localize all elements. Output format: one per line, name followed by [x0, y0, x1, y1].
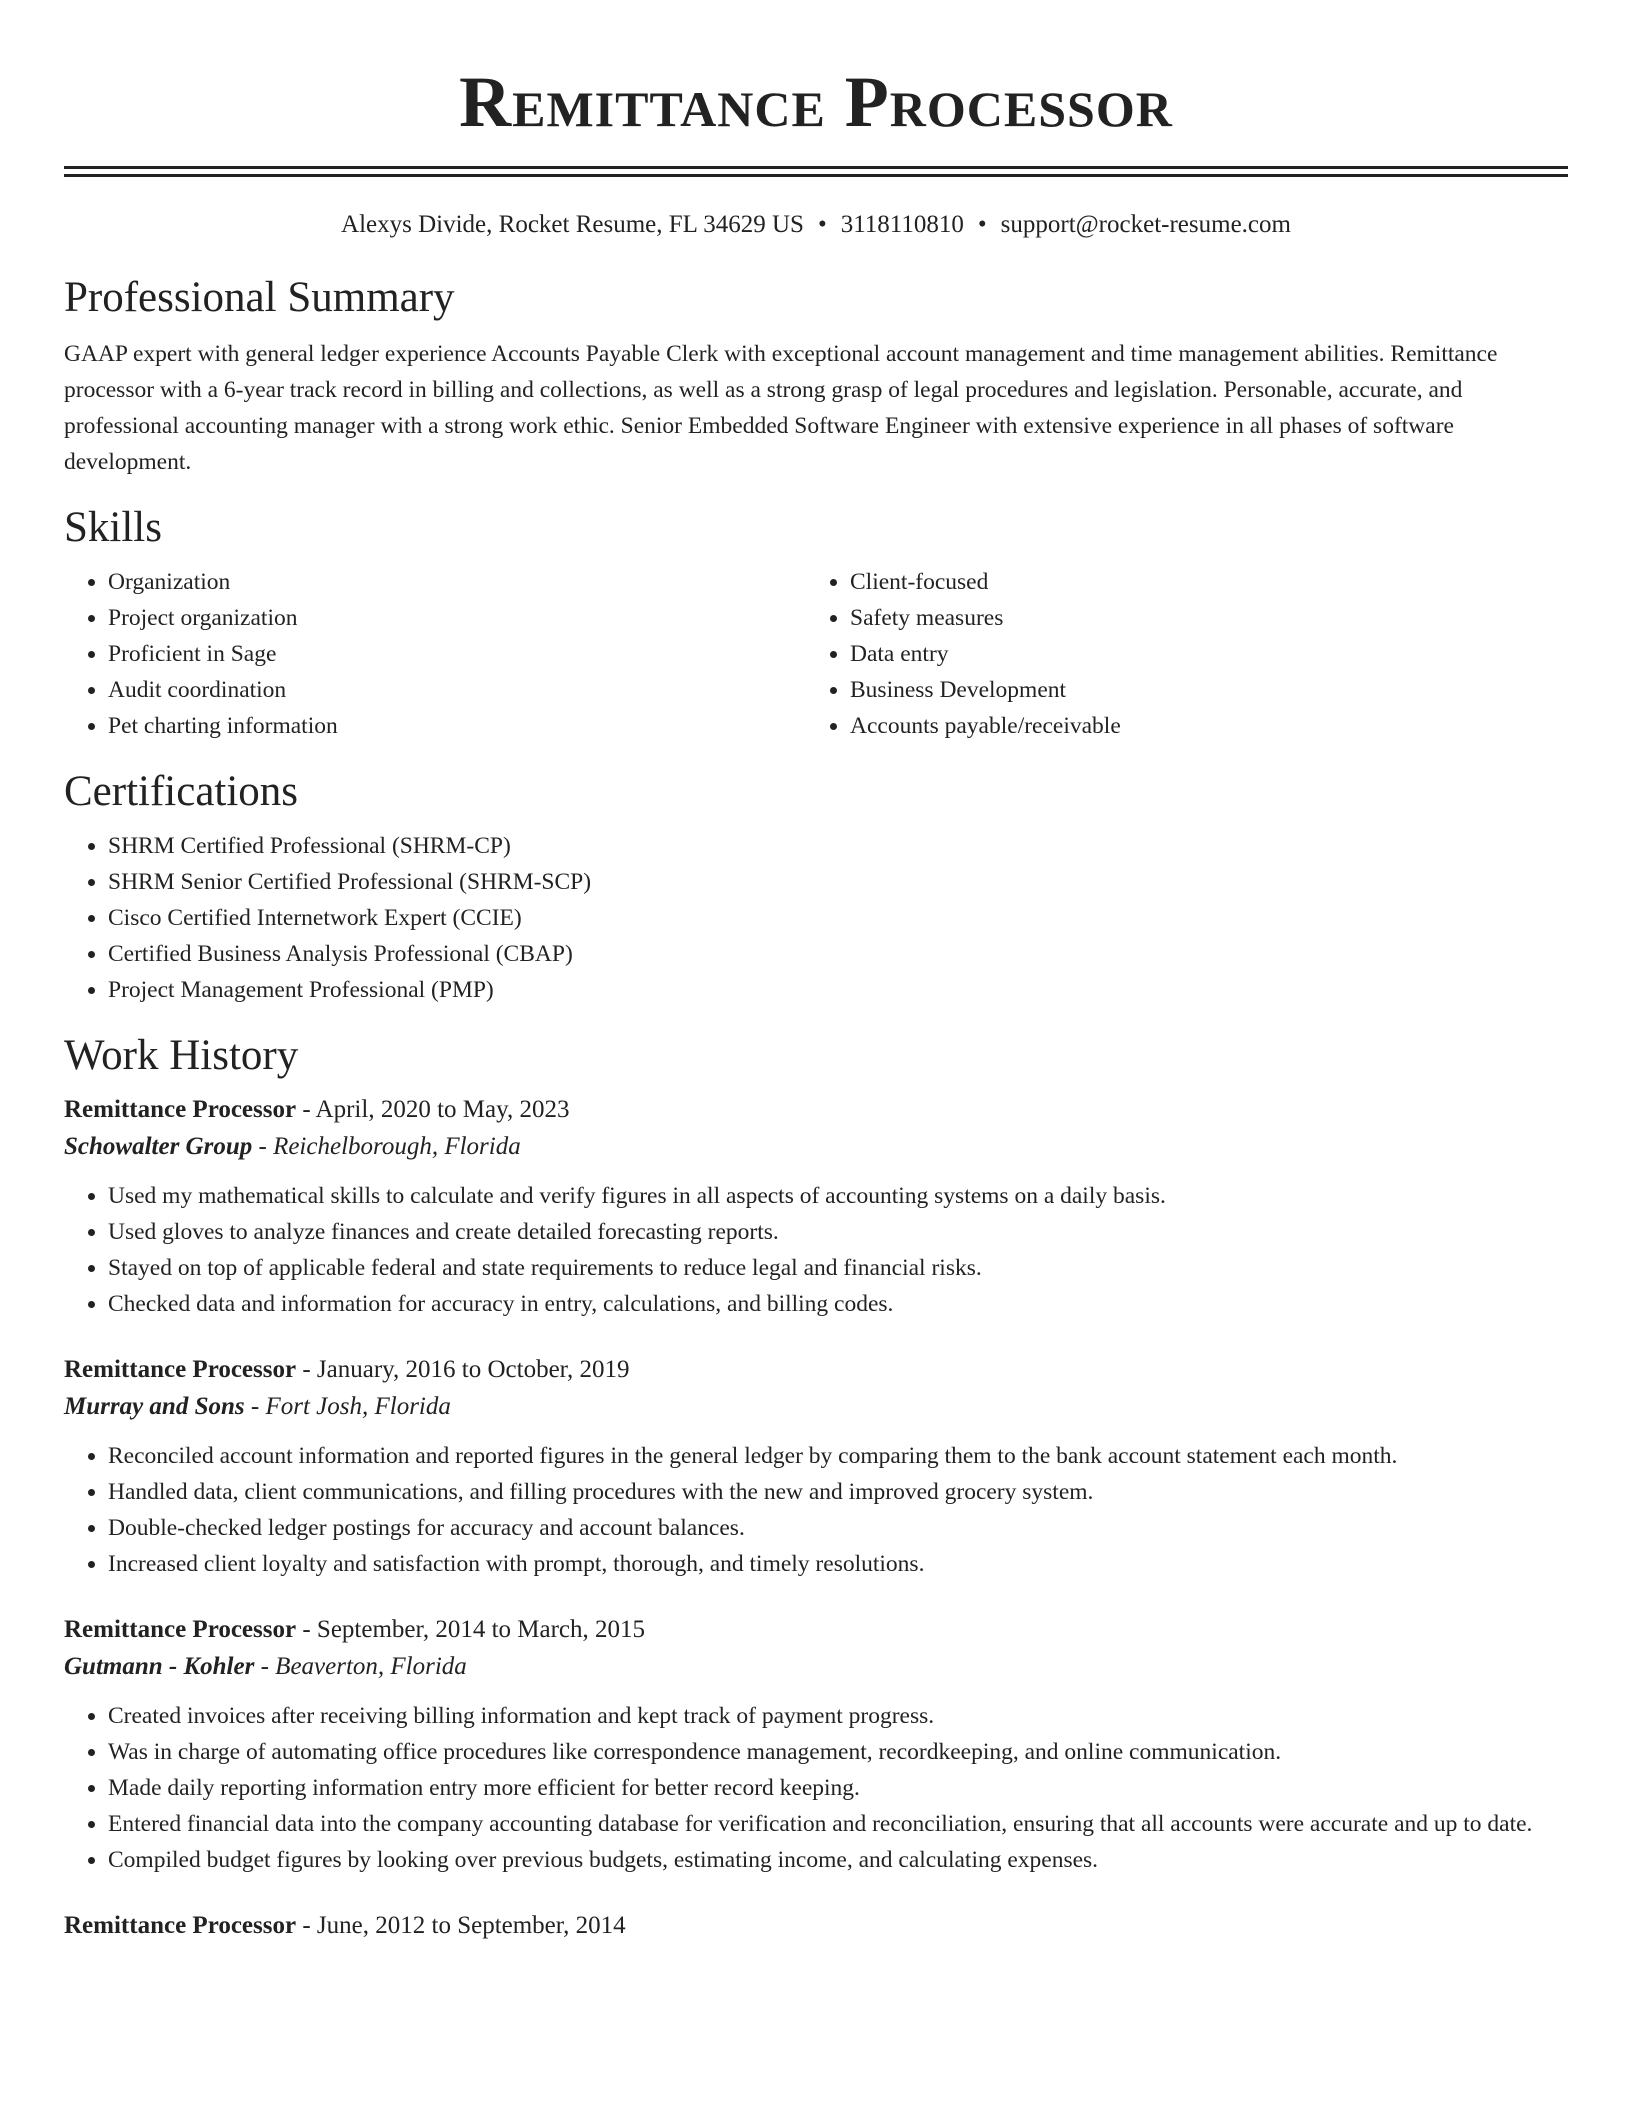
job-bullet: • Increased client loyalty and satisfaction with prompt, thorough, and timely resolutions. — [108, 1546, 1568, 1582]
job-company-line: Gutmann - Kohler - Beaverton, Florida — [64, 1653, 467, 1680]
job-bullet: • Was in charge of automating office procedures like correspondence management, recordkeeping, and online communication. — [108, 1734, 1568, 1770]
job-bullet: • Compiled budget figures by looking over previous budgets, estimating income, and calculating expenses. — [108, 1842, 1568, 1878]
job-bullet: • Created invoices after receiving billing information and kept track of payment progress. — [108, 1698, 1568, 1734]
job-bullet: • Used my mathematical skills to calculate and verify figures in all aspects of accounting systems on a daily basis. — [108, 1178, 1568, 1214]
job-bullet: • Checked data and information for accuracy in entry, calculations, and billing codes. — [108, 1286, 1568, 1322]
job-bullet: • Stayed on top of applicable federal and state requirements to reduce legal and financial risks. — [108, 1250, 1568, 1286]
job-entry — [64, 1908, 1568, 1944]
job-title: Remittance Processor — [64, 1096, 297, 1123]
skill-item: • Pet charting information — [108, 708, 806, 744]
job-entry — [64, 1612, 1568, 1878]
skill-item: • Proficient in Sage — [108, 636, 806, 672]
skills-heading: Skills — [64, 504, 162, 551]
contact-separator: • — [817, 211, 827, 238]
certification-item: • Cisco Certified Internetwork Expert (CCIE) — [108, 900, 1568, 936]
contact-separator: • — [977, 211, 987, 238]
skill-item: • Project organization — [108, 600, 806, 636]
job-title: Remittance Processor — [64, 1356, 297, 1383]
certification-item: • Certified Business Analysis Professional (CBAP) — [108, 936, 1568, 972]
certifications-list — [64, 828, 1568, 1008]
certification-item: • SHRM Certified Professional (SHRM-CP) — [108, 828, 1568, 864]
title-divider-top — [64, 166, 1568, 169]
certification-item: • SHRM Senior Certified Professional (SHRM-SCP) — [108, 864, 1568, 900]
job-location: Reichelborough, Florida — [273, 1133, 521, 1160]
job-bullet: • Double-checked ledger postings for accuracy and account balances. — [108, 1510, 1568, 1546]
contact-email: support@rocket-resume.com — [1000, 211, 1291, 238]
job-company: Gutmann - Kohler — [64, 1653, 255, 1680]
contact-line — [64, 210, 1568, 240]
job-title-line: Remittance Processor - September, 2014 to March, 2015 — [64, 1616, 646, 1643]
job-bullet: • Made daily reporting information entry more efficient for better record keeping. — [108, 1770, 1568, 1806]
job-bullet: • Used gloves to analyze finances and create detailed forecasting reports. — [108, 1214, 1568, 1250]
job-company-line: Schowalter Group - Reichelborough, Florida — [64, 1133, 521, 1160]
job-dates: June, 2012 to September, 2014 — [316, 1912, 626, 1939]
job-location: Fort Josh, Florida — [265, 1393, 451, 1420]
skills-column-left — [64, 564, 806, 744]
job-title-line: Remittance Processor - June, 2012 to September, 2014 — [64, 1912, 626, 1939]
skill-item: • Organization — [108, 564, 806, 600]
skill-item: • Data entry — [850, 636, 1548, 672]
contact-address: Alexys Divide, Rocket Resume, FL 34629 US — [341, 211, 804, 238]
skill-item: • Client-focused — [850, 564, 1548, 600]
skill-item: • Accounts payable/receivable — [850, 708, 1548, 744]
certifications-heading: Certifications — [64, 768, 299, 815]
resume-title: Remittance Processor — [459, 62, 1173, 142]
job-title-line: Remittance Processor - April, 2020 to May, 2023 — [64, 1096, 570, 1123]
summary-text: GAAP expert with general ledger experience Accounts Payable Clerk with exceptional account management and time management abilities. Remittance processor with a 6-year track record in billing and collections, as well as a strong grasp of legal procedures and legislation. Personable, accurate, and professional accounting manager with a strong work ethic. Senior Embedded Software Engineer with extensive experience in all phases of software development. — [64, 341, 1498, 475]
skill-item: • Safety measures — [850, 600, 1548, 636]
skill-item: • Business Development — [850, 672, 1548, 708]
job-dates: April, 2020 to May, 2023 — [315, 1096, 570, 1123]
skill-item: • Audit coordination — [108, 672, 806, 708]
certification-item: • Project Management Professional (PMP) — [108, 972, 1568, 1008]
job-title-line: Remittance Processor - January, 2016 to October, 2019 — [64, 1356, 630, 1383]
job-bullet: • Reconciled account information and reported figures in the general ledger by comparing them to the bank account statement each month. — [108, 1438, 1568, 1474]
job-bullet: • Entered financial data into the company accounting database for verification and reconciliation, ensuring that all accounts were accurate and up to date. — [108, 1806, 1568, 1842]
job-bullets — [64, 1698, 1568, 1878]
contact-phone: 3118110810 — [840, 211, 964, 238]
job-title: Remittance Processor — [64, 1912, 297, 1939]
job-company-line: Murray and Sons - Fort Josh, Florida — [64, 1393, 451, 1420]
job-title: Remittance Processor — [64, 1616, 297, 1643]
job-location: Beaverton, Florida — [275, 1653, 467, 1680]
job-dates: September, 2014 to March, 2015 — [316, 1616, 646, 1643]
job-entry — [64, 1352, 1568, 1582]
job-bullets — [64, 1438, 1568, 1582]
job-bullet: • Handled data, client communications, and filling procedures with the new and improved grocery system. — [108, 1474, 1568, 1510]
job-dates: January, 2016 to October, 2019 — [316, 1356, 630, 1383]
summary-heading: Professional Summary — [64, 274, 455, 321]
title-divider-bottom — [64, 174, 1568, 177]
job-company: Schowalter Group — [64, 1133, 253, 1160]
skills-column-right — [806, 564, 1548, 744]
resume-page — [64, 0, 1568, 1944]
job-company: Murray and Sons — [64, 1393, 245, 1420]
skills-list — [64, 564, 1568, 744]
work-history-heading: Work History — [64, 1032, 299, 1079]
job-entry — [64, 1092, 1568, 1322]
job-bullets — [64, 1178, 1568, 1322]
